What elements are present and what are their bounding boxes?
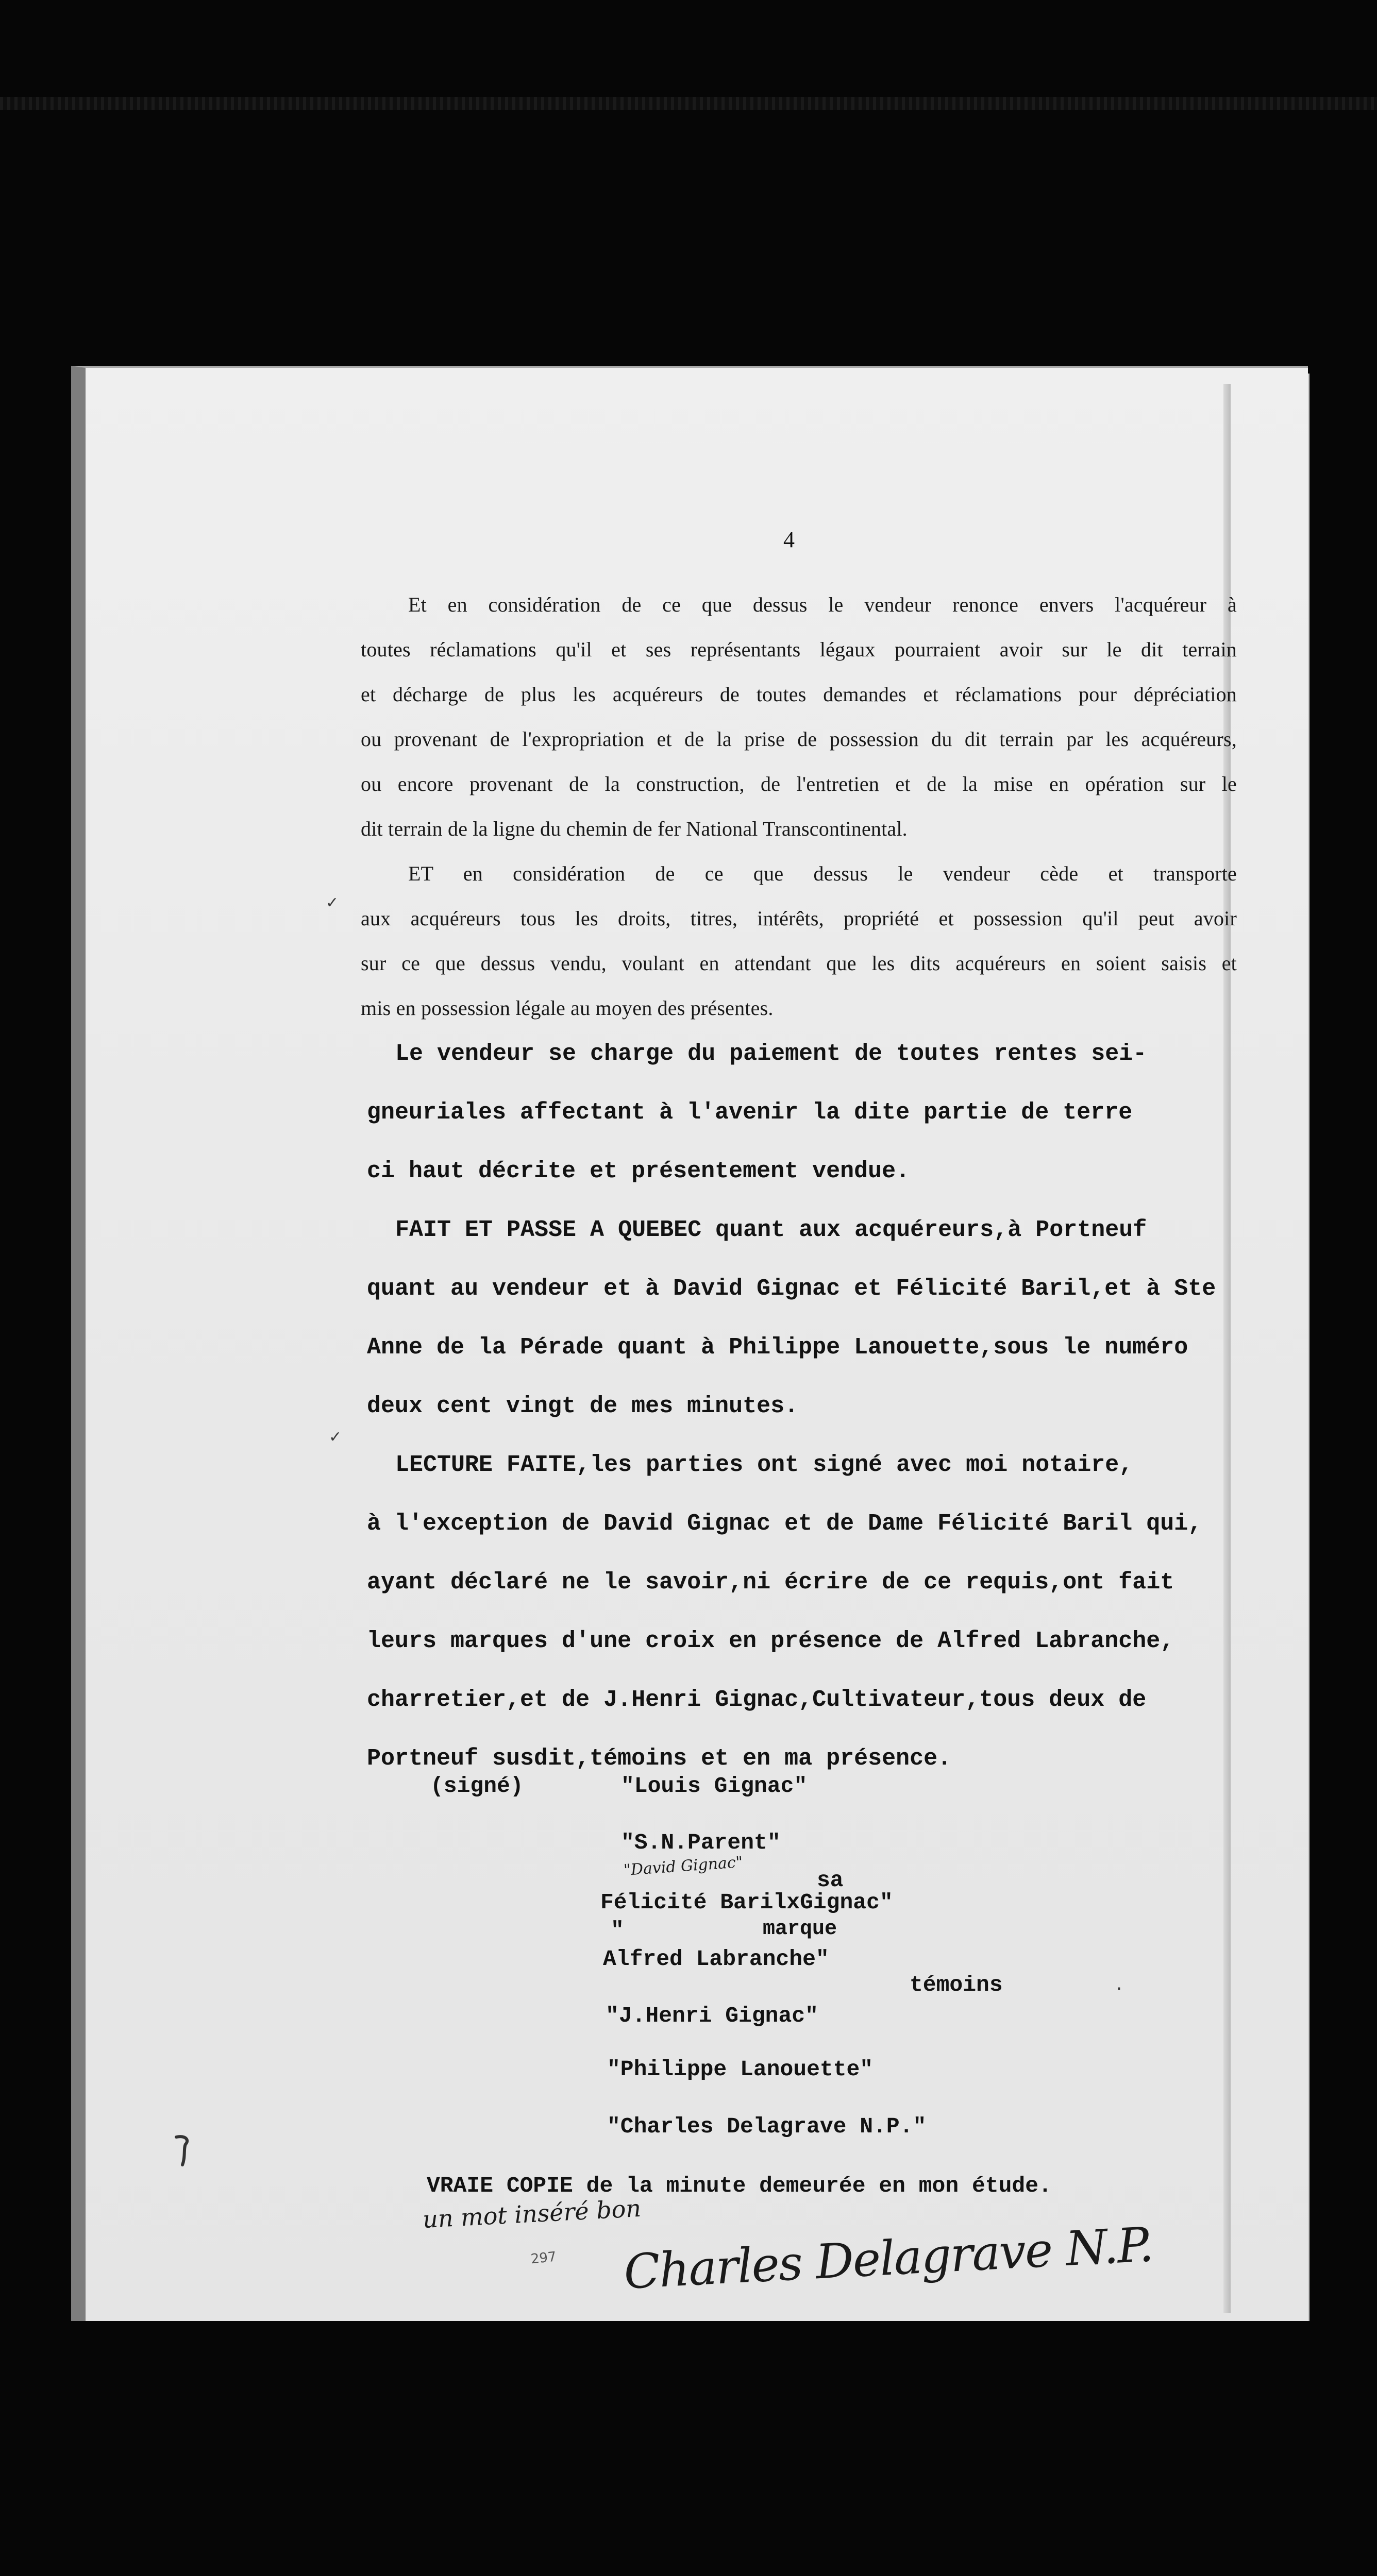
quote-mark: " — [611, 1918, 624, 1943]
signed-label: (signé) — [430, 1773, 524, 1799]
sa-label: sa — [817, 1868, 844, 1893]
printed-line: Et en considération de ce que dessus le vendeur renonce envers l'acquéreur à — [408, 593, 1237, 616]
typed-line: FAIT ET PASSE A QUEBEC quant aux acquéreurs,à Portneuf — [395, 1217, 1147, 1243]
dot-mark: · — [1116, 1977, 1122, 2001]
signature-louis-gignac: "Louis Gignac" — [621, 1773, 808, 1799]
pencil-page-number: 297 — [530, 2249, 558, 2267]
margin-tick-mark: ✓ — [326, 894, 339, 912]
signature-philippe-lanouette: "Philippe Lanouette" — [607, 2057, 874, 2082]
signature-alfred-labranche: Alfred Labranche" — [603, 1946, 829, 1972]
signature-felicite-baril: Félicité BarilxGignac" — [600, 1890, 893, 1915]
typed-paragraphs — [367, 1041, 1295, 1804]
handwritten-insert-note: un mot inséré bon — [422, 2194, 642, 2234]
printed-line: ou encore provenant de la construction, de l'entretien et de la mise en opération sur le — [361, 772, 1237, 795]
printed-line: sur ce que dessus vendu, voulant en attendant que les dits acquéreurs en soient saisis et — [361, 952, 1237, 975]
printed-line: mis en possession légale au moyen des présentes. — [361, 996, 774, 1020]
typed-line: gneuriales affectant à l'avenir la dite partie de terre — [367, 1099, 1133, 1126]
page-number: 4 — [783, 527, 795, 552]
typed-line: à l'exception de David Gignac et de Dame Félicité Baril qui, — [367, 1511, 1202, 1537]
notary-signature: Charles Delagrave N.P. — [622, 2217, 1154, 2300]
printed-line: et décharge de plus les acquéreurs de toutes demandes et réclamations pour dépréciation — [361, 683, 1237, 706]
signature-charles-delagrave: "Charles Delagrave N.P." — [607, 2114, 927, 2139]
typed-line: charretier,et de J.Henri Gignac,Cultivateur,tous deux de — [367, 1687, 1147, 1713]
margin-tick-mark: ✓ — [329, 1428, 342, 1446]
scan-edge-strip — [0, 97, 1377, 110]
marque-label: marque — [763, 1918, 837, 1941]
signature-henri-gignac: "J.Henri Gignac" — [606, 2003, 818, 2028]
printed-line: ou provenant de l'expropriation et de la prise de possession du dit terrain par les acquéreurs, — [361, 727, 1237, 751]
typed-line: Le vendeur se charge du paiement de toutes rentes sei- — [395, 1041, 1147, 1067]
typed-line: ayant déclaré ne le savoir,ni écrire de ce requis,ont fait — [367, 1569, 1174, 1596]
typed-line: ci haut décrite et présentement vendue. — [367, 1158, 910, 1184]
temoins-label: témoins — [910, 1972, 1003, 1997]
printed-line: dit terrain de la ligne du chemin de fer National Transcontinental. — [361, 817, 908, 840]
typed-line: leurs marques d'une croix en présence de Alfred Labranche, — [367, 1628, 1174, 1654]
staple-mark-icon — [170, 2133, 196, 2169]
typed-line: Anne de la Pérade quant à Philippe Lanouette,sous le numéro — [367, 1334, 1188, 1361]
printed-line: aux acquéreurs tous les droits, titres, intérêts, propriété et possession qu'il peut avoir — [361, 907, 1237, 930]
typed-line: Portneuf susdit,témoins et en ma présence. — [367, 1745, 952, 1772]
printed-line: toutes réclamations qu'il et ses représentants légaux pourraient avoir sur le dit terrain — [361, 638, 1237, 661]
typed-line: deux cent vingt de mes minutes. — [367, 1393, 799, 1419]
typed-line: quant au vendeur et à David Gignac et Félicité Baril,et à Ste — [367, 1276, 1216, 1302]
vraie-copie-line: VRAIE COPIE de la minute demeurée en mon étude. — [427, 2173, 1052, 2198]
handwritten-david-gignac: "David Gignac" — [623, 1853, 744, 1880]
printed-line: ET en considération de ce que dessus le vendeur cède et transporte — [408, 862, 1237, 885]
printed-paragraphs — [361, 592, 1237, 1041]
typed-line: LECTURE FAITE,les parties ont signé avec moi notaire, — [395, 1452, 1133, 1478]
signature-parent: "S.N.Parent" — [621, 1830, 781, 1855]
